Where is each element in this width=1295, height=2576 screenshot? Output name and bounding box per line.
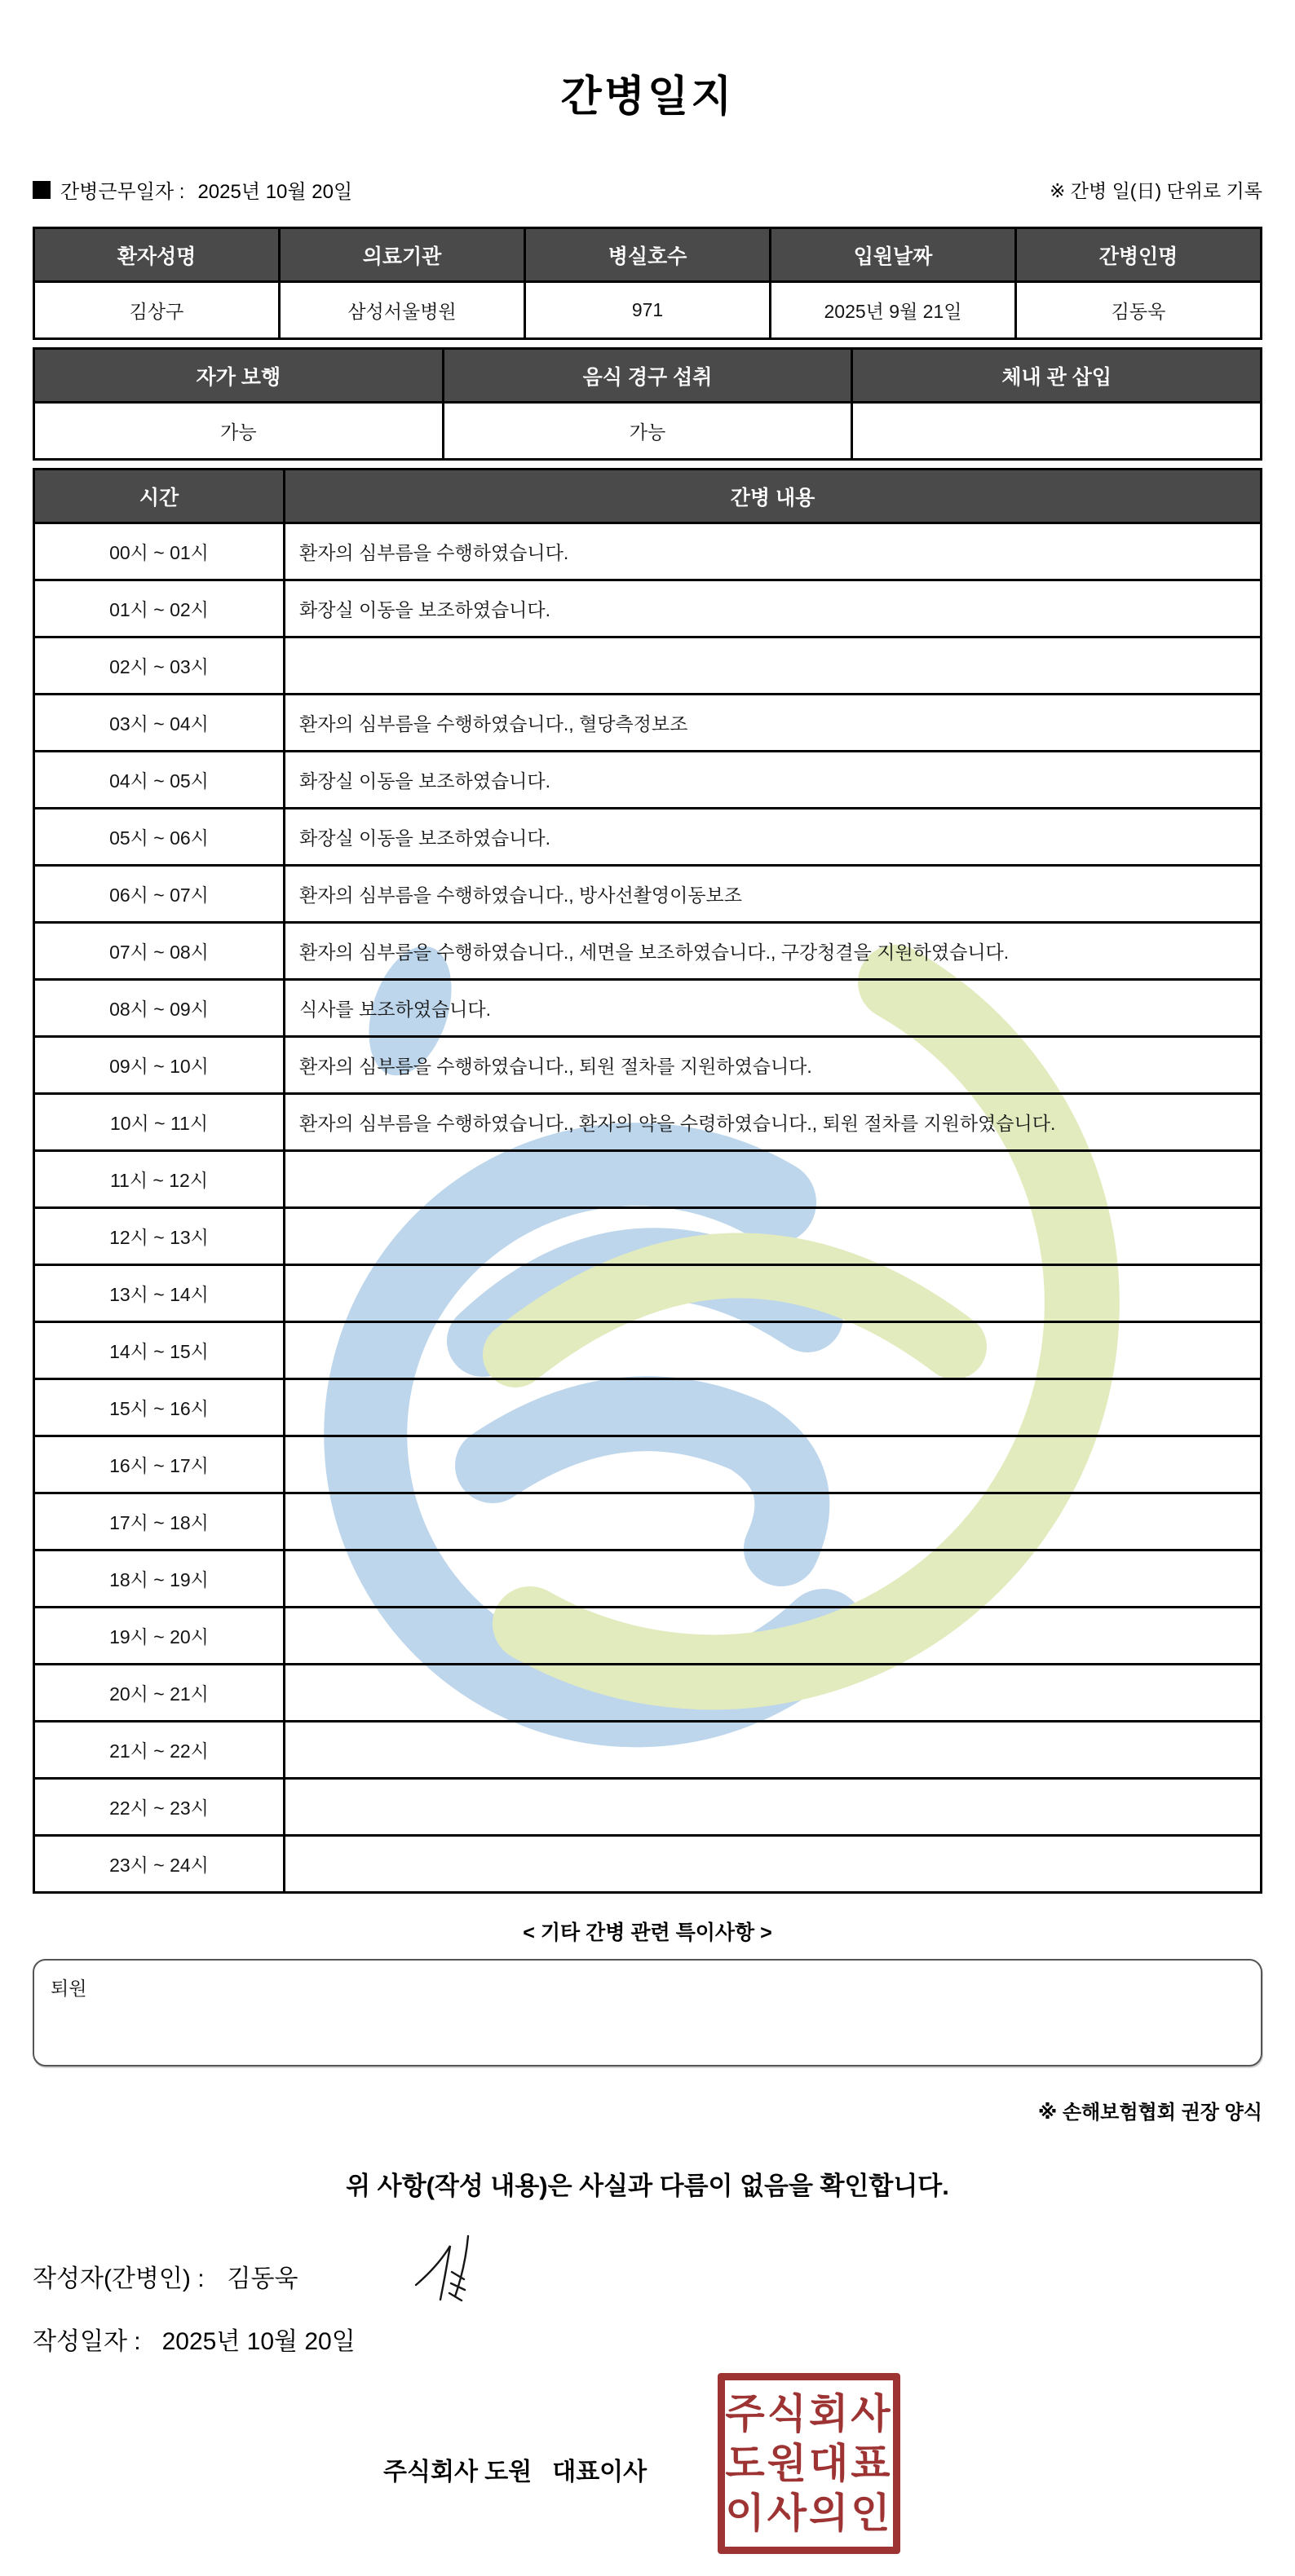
patient-status-value-row xyxy=(34,403,1262,460)
care-content-cell xyxy=(285,1722,1262,1779)
care-table-row xyxy=(34,1550,1262,1608)
care-content-cell: 식사를 보조하였습니다. xyxy=(285,980,1262,1037)
care-table-row xyxy=(34,580,1262,637)
care-time-cell: 20시 ~ 21시 xyxy=(34,1665,285,1722)
care-table-row xyxy=(34,1608,1262,1665)
care-time-cell: 16시 ~ 17시 xyxy=(34,1436,285,1493)
care-content-cell: 화장실 이동을 보조하였습니다. xyxy=(285,809,1262,866)
care-time-cell: 18시 ~ 19시 xyxy=(34,1550,285,1608)
care-time-cell: 17시 ~ 18시 xyxy=(34,1493,285,1550)
patient-info-value-row xyxy=(34,282,1262,339)
notes-content: 퇴원 xyxy=(51,1978,87,1999)
care-table-row xyxy=(34,1665,1262,1722)
care-table-row xyxy=(34,923,1262,980)
care-time-cell: 08시 ~ 09시 xyxy=(34,980,285,1037)
header-caregiver-name: 간병인명 xyxy=(1016,228,1262,282)
care-content-cell: 환자의 심부름을 수행하였습니다. xyxy=(285,523,1262,580)
care-content-cell xyxy=(285,1151,1262,1208)
patient-status-table xyxy=(33,347,1262,461)
header-self-walking: 자가 보행 xyxy=(34,349,444,403)
care-time-cell: 01시 ~ 02시 xyxy=(34,580,285,637)
care-table-row xyxy=(34,695,1262,752)
care-table-row xyxy=(34,1094,1262,1151)
notes-box xyxy=(33,1959,1262,2067)
care-time-cell: 06시 ~ 07시 xyxy=(34,866,285,923)
care-table-row xyxy=(34,752,1262,809)
care-table-row xyxy=(34,637,1262,695)
seal-text-line: 주식회사 xyxy=(725,2390,893,2437)
care-table-body xyxy=(34,523,1262,1893)
care-time-cell: 12시 ~ 13시 xyxy=(34,1208,285,1265)
writer-row xyxy=(33,2252,1262,2300)
value-caregiver-name: 김동욱 xyxy=(1016,282,1262,339)
care-content-cell: 환자의 심부름을 수행하였습니다., 혈당측정보조 xyxy=(285,695,1262,752)
company-name-line: 주식회사 도원 대표이사 xyxy=(383,2459,648,2486)
seal-text-line: 도원대표 xyxy=(725,2440,893,2486)
care-content-cell: 환자의 심부름을 수행하였습니다., 방사선촬영이동보조 xyxy=(285,866,1262,923)
care-content-cell xyxy=(285,1665,1262,1722)
care-table-row xyxy=(34,1151,1262,1208)
care-time-cell: 22시 ~ 23시 xyxy=(34,1779,285,1836)
header-care-content: 간병 내용 xyxy=(285,470,1262,523)
written-date-label: 작성일자 : xyxy=(33,2328,141,2355)
company-row xyxy=(33,2370,1262,2556)
page-title: 간병일지 xyxy=(560,73,735,121)
care-content-cell xyxy=(285,1779,1262,1836)
value-internal-tube xyxy=(852,403,1262,460)
care-content-cell: 환자의 심부름을 수행하였습니다., 세면을 보조하였습니다., 구강청결을 지원하였습니다. xyxy=(285,923,1262,980)
care-time-cell: 21시 ~ 22시 xyxy=(34,1722,285,1779)
care-table-row xyxy=(34,809,1262,866)
value-patient-name: 김상구 xyxy=(34,282,280,339)
care-content-cell xyxy=(285,1436,1262,1493)
care-content-cell xyxy=(285,1208,1262,1265)
header-time: 시간 xyxy=(34,470,285,523)
care-content-cell xyxy=(285,637,1262,695)
header-patient-name: 환자성명 xyxy=(34,228,280,282)
care-table-row xyxy=(34,1779,1262,1836)
care-time-cell: 03시 ~ 04시 xyxy=(34,695,285,752)
written-date-row xyxy=(33,2321,1262,2357)
hourly-care-table xyxy=(33,468,1262,1894)
care-content-cell xyxy=(285,1608,1262,1665)
written-date-value: 2025년 10월 20일 xyxy=(161,2328,356,2355)
care-table-row xyxy=(34,1265,1262,1322)
value-medical-institution: 삼성서울병원 xyxy=(280,282,525,339)
care-content-cell xyxy=(285,1379,1262,1436)
care-time-cell: 10시 ~ 11시 xyxy=(34,1094,285,1151)
care-content-cell xyxy=(285,1265,1262,1322)
black-square-bullet-icon xyxy=(33,181,51,199)
care-time-cell: 02시 ~ 03시 xyxy=(34,637,285,695)
corporate-seal-stamp xyxy=(718,2373,900,2554)
care-time-cell: 07시 ~ 08시 xyxy=(34,923,285,980)
duty-date-value: 2025년 10월 20일 xyxy=(197,181,353,203)
value-self-walking: 가능 xyxy=(34,403,444,460)
care-time-cell: 15시 ~ 16시 xyxy=(34,1379,285,1436)
confirmation-statement: 위 사항(작성 내용)은 사실과 다름이 없음을 확인합니다. xyxy=(346,2172,949,2200)
care-table-row xyxy=(34,1493,1262,1550)
care-table-row xyxy=(34,1322,1262,1379)
care-time-cell: 13시 ~ 14시 xyxy=(34,1265,285,1322)
care-time-cell: 00시 ~ 01시 xyxy=(34,523,285,580)
care-time-cell: 05시 ~ 06시 xyxy=(34,809,285,866)
care-table-row xyxy=(34,1208,1262,1265)
care-time-cell: 11시 ~ 12시 xyxy=(34,1151,285,1208)
seal-text-line: 이사의인 xyxy=(725,2490,893,2536)
value-oral-intake: 가능 xyxy=(443,403,852,460)
care-content-cell: 화장실 이동을 보조하였습니다. xyxy=(285,752,1262,809)
care-table-row xyxy=(34,1722,1262,1779)
care-table-header-row xyxy=(34,470,1262,523)
care-content-cell: 환자의 심부름을 수행하였습니다., 퇴원 절차를 지원하였습니다. xyxy=(285,1037,1262,1094)
care-content-cell xyxy=(285,1550,1262,1608)
care-time-cell: 14시 ~ 15시 xyxy=(34,1322,285,1379)
header-medical-institution: 의료기관 xyxy=(280,228,525,282)
header-internal-tube: 체내 관 삽입 xyxy=(852,349,1262,403)
form-recommendation-note: ※ 손해보험협회 권장 양식 xyxy=(1037,2102,1262,2124)
header-oral-intake: 음식 경구 섭취 xyxy=(443,349,852,403)
writer-signature xyxy=(409,2230,491,2318)
patient-status-header-row xyxy=(34,349,1262,403)
writer-name: 김동욱 xyxy=(227,2265,298,2292)
care-table-row xyxy=(34,523,1262,580)
patient-info-table xyxy=(33,227,1262,340)
duty-date-row xyxy=(33,175,1262,204)
header-room-number: 병실호수 xyxy=(525,228,771,282)
care-content-cell: 환자의 심부름을 수행하였습니다., 환자의 약을 수령하였습니다., 퇴원 절차를 지원하였습니다. xyxy=(285,1094,1262,1151)
care-content-cell xyxy=(285,1836,1262,1893)
care-table-row xyxy=(34,980,1262,1037)
duty-date xyxy=(33,175,352,204)
care-table-row xyxy=(34,1836,1262,1893)
header-admission-date: 입원날짜 xyxy=(771,228,1016,282)
care-time-cell: 23시 ~ 24시 xyxy=(34,1836,285,1893)
care-time-cell: 09시 ~ 10시 xyxy=(34,1037,285,1094)
value-room-number: 971 xyxy=(525,282,771,339)
notes-section-title: < 기타 간병 관련 특이사항 > xyxy=(523,1921,772,1944)
document-content xyxy=(0,62,1295,2556)
unit-note: ※ 간병 일(日) 단위로 기록 xyxy=(1050,180,1262,201)
care-table-row xyxy=(34,1436,1262,1493)
value-admission-date: 2025년 9월 21일 xyxy=(771,282,1016,339)
care-content-cell: 화장실 이동을 보조하였습니다. xyxy=(285,580,1262,637)
patient-info-header-row xyxy=(34,228,1262,282)
care-time-cell: 19시 ~ 20시 xyxy=(34,1608,285,1665)
writer-label: 작성자(간병인) : xyxy=(33,2265,205,2292)
care-table-row xyxy=(34,866,1262,923)
care-table-row xyxy=(34,1379,1262,1436)
care-time-cell: 04시 ~ 05시 xyxy=(34,752,285,809)
duty-date-label: 간병근무일자 : xyxy=(60,181,185,203)
care-content-cell xyxy=(285,1322,1262,1379)
care-table-row xyxy=(34,1037,1262,1094)
care-content-cell xyxy=(285,1493,1262,1550)
